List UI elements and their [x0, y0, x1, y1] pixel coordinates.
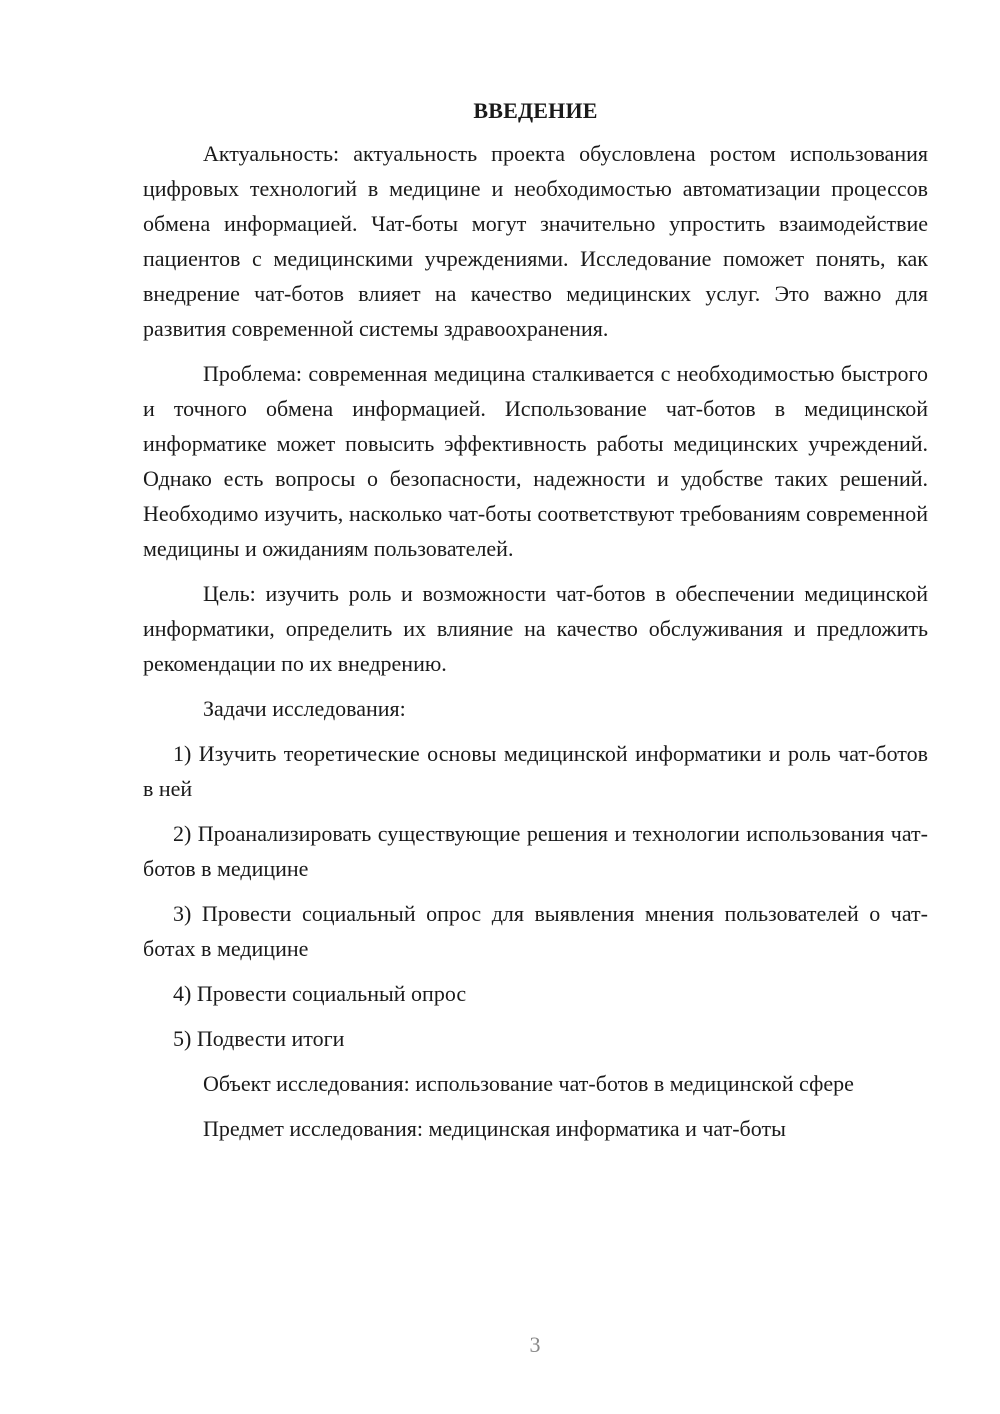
paragraph-object: Объект исследования: использование чат-ботов в медицинской сфере [203, 1071, 854, 1096]
paragraph-tasks-heading: Задачи исследования: [203, 696, 406, 721]
task-item-5: 5) Подвести итоги [173, 1026, 345, 1051]
page-number: 3 [529, 1332, 541, 1357]
paragraph-goal: Цель: изучить роль и возможности чат-ботов в обеспечении медицинской информатики, определить их влияние на качество обслуживания и предложить рекомендации по их внедрению. [143, 581, 928, 676]
paragraph-subject: Предмет исследования: медицинская информатика и чат-боты [203, 1116, 786, 1141]
paragraph-problem: Проблема: современная медицина сталкивается с необходимостью быстрого и точного обмена информацией. Использование чат-ботов в медицинской информатике может повысить эффективность работы медицинских учреждений. Однако есть вопросы о безопасности, надежности и удобстве таких решений. Необходимо изучить, насколько чат-боты соответствуют требованиям современной медицины и ожиданиям пользователей. [143, 361, 928, 561]
task-item-3: 3) Провести социальный опрос для выявления мнения пользователей о чат-ботах в медицине [143, 901, 928, 961]
task-item-4: 4) Провести социальный опрос [173, 981, 467, 1006]
paragraph-relevance: Актуальность: актуальность проекта обусловлена ростом использования цифровых технологий в медицине и необходимостью автоматизации процессов обмена информацией. Чат-боты могут значительно упростить взаимодействие пациентов с медицинскими учреждениями. Исследование поможет понять, как внедрение чат-ботов влияет на качество медицинских услуг. Это важно для развития современной системы здравоохранения. [143, 141, 928, 341]
task-item-1: 1) Изучить теоретические основы медицинской информатики и роль чат-ботов в ней [143, 741, 928, 801]
task-item-2: 2) Проанализировать существующие решения и технологии использования чат-ботов в медицине [143, 821, 928, 881]
page-title: ВВЕДЕНИЕ [473, 98, 598, 123]
document-body [143, 93, 928, 1156]
